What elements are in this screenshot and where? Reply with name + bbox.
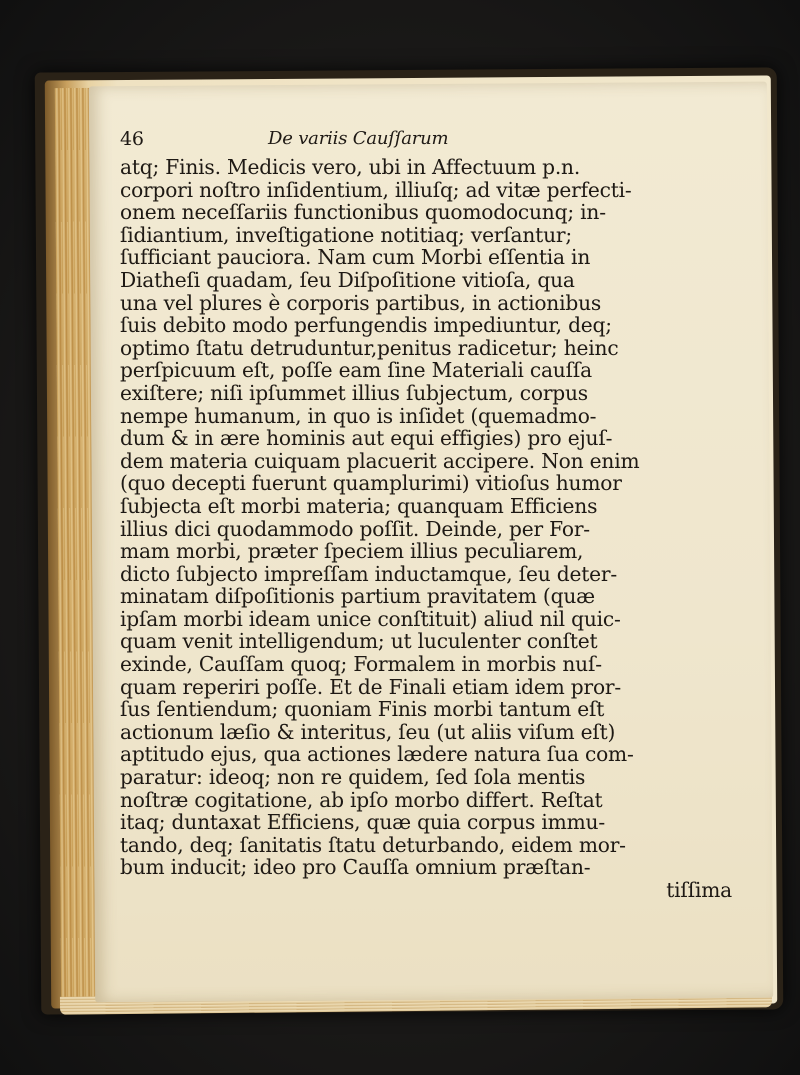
text-line: nempe humanum, in quo is inſidet (quemadmo- [120, 403, 597, 428]
text-line: actionum læſio & interitus, ſeu (ut aliis viſum eſt) [120, 719, 616, 744]
text-line: aptitudo ejus, qua actiones lædere natura ſua com- [120, 742, 634, 767]
text-line: Diatheſi quadam, ſeu Diſpoſitione vitioſa, qua [120, 267, 575, 292]
page-header [120, 128, 732, 150]
body-text [120, 156, 732, 879]
text-line: paratur: ideoq; non re quidem, ſed ſola mentis [120, 765, 586, 790]
text-line: tando, deq; ſanitatis ſtatu deturbando, eidem mor- [120, 832, 626, 857]
page-text [120, 128, 732, 902]
catchword: tiſſima [666, 878, 732, 902]
text-line: corpori noſtro inſidentium, illiuſq; ad vitæ perfecti- [120, 177, 632, 202]
text-line: quam reperiri poſſe. Et de Finali etiam idem pror- [120, 674, 621, 699]
text-line: illius dici quodammodo poſſit. Deinde, per For- [120, 516, 590, 541]
text-line: dicto ſubjecto impreſſam inductamque, ſeu deter- [120, 561, 617, 586]
text-line: dem materia cuiquam placuerit accipere. Non enim [120, 448, 640, 473]
text-line: bum inducit; ideo pro Cauſſa omnium præſtan- [120, 855, 591, 880]
text-line: dum & in ære hominis aut equi effigies) pro ejuſ- [120, 426, 613, 451]
text-line: minatam diſpoſitionis partium pravitatem (quæ [120, 584, 595, 609]
running-title: De variis Cauſſarum [268, 128, 449, 149]
text-line: exiſtere; niſi ipſummet illius ſubjectum, corpus [120, 380, 588, 405]
text-line: atq; Finis. Medicis vero, ubi in Affectuum p.n. [120, 155, 581, 179]
text-line: ſus ſentiendum; quoniam Finis morbi tantum eſt [120, 697, 605, 722]
text-line: optimo ſtatu detruduntur,penitus radicetur; heinc [120, 335, 619, 360]
text-line: perſpicuum eſt, poſſe eam ſine Materiali cauſſa [120, 358, 592, 383]
text-line: ipſam morbi ideam unice conſtituit) aliud nil quic- [120, 606, 621, 631]
text-line: quam venit intelligendum; ut luculenter conſtet [120, 629, 598, 654]
text-line: onem neceſſariis functionibus quomodocunq; in- [120, 200, 606, 225]
text-line: mam morbi, præter ſpeciem illius peculiarem, [120, 539, 584, 564]
text-line: ſidiantium, inveſtigatione notitiaq; verſantur; [120, 222, 572, 247]
text-line: noſtræ cogitatione, ab ipſo morbo differt. Reſtat [120, 787, 603, 812]
text-line: una vel plures è corporis partibus, in actionibus [120, 290, 602, 315]
text-line: itaq; duntaxat Efficiens, quæ quia corpus immu- [120, 810, 605, 835]
text-line: ſuis debito modo perfungendis impediuntur, deq; [120, 313, 612, 338]
page-number: 46 [120, 128, 144, 150]
text-line: ſufficiant pauciora. Nam cum Morbi eſſentia in [120, 245, 591, 270]
text-line: (quo decepti fuerunt quamplurimi) vitioſus humor [120, 471, 622, 496]
text-line: exinde, Cauſſam quoq; Formalem in morbis nuſ- [120, 652, 602, 677]
text-line: ſubjecta eſt morbi materia; quanquam Efficiens [120, 493, 598, 518]
